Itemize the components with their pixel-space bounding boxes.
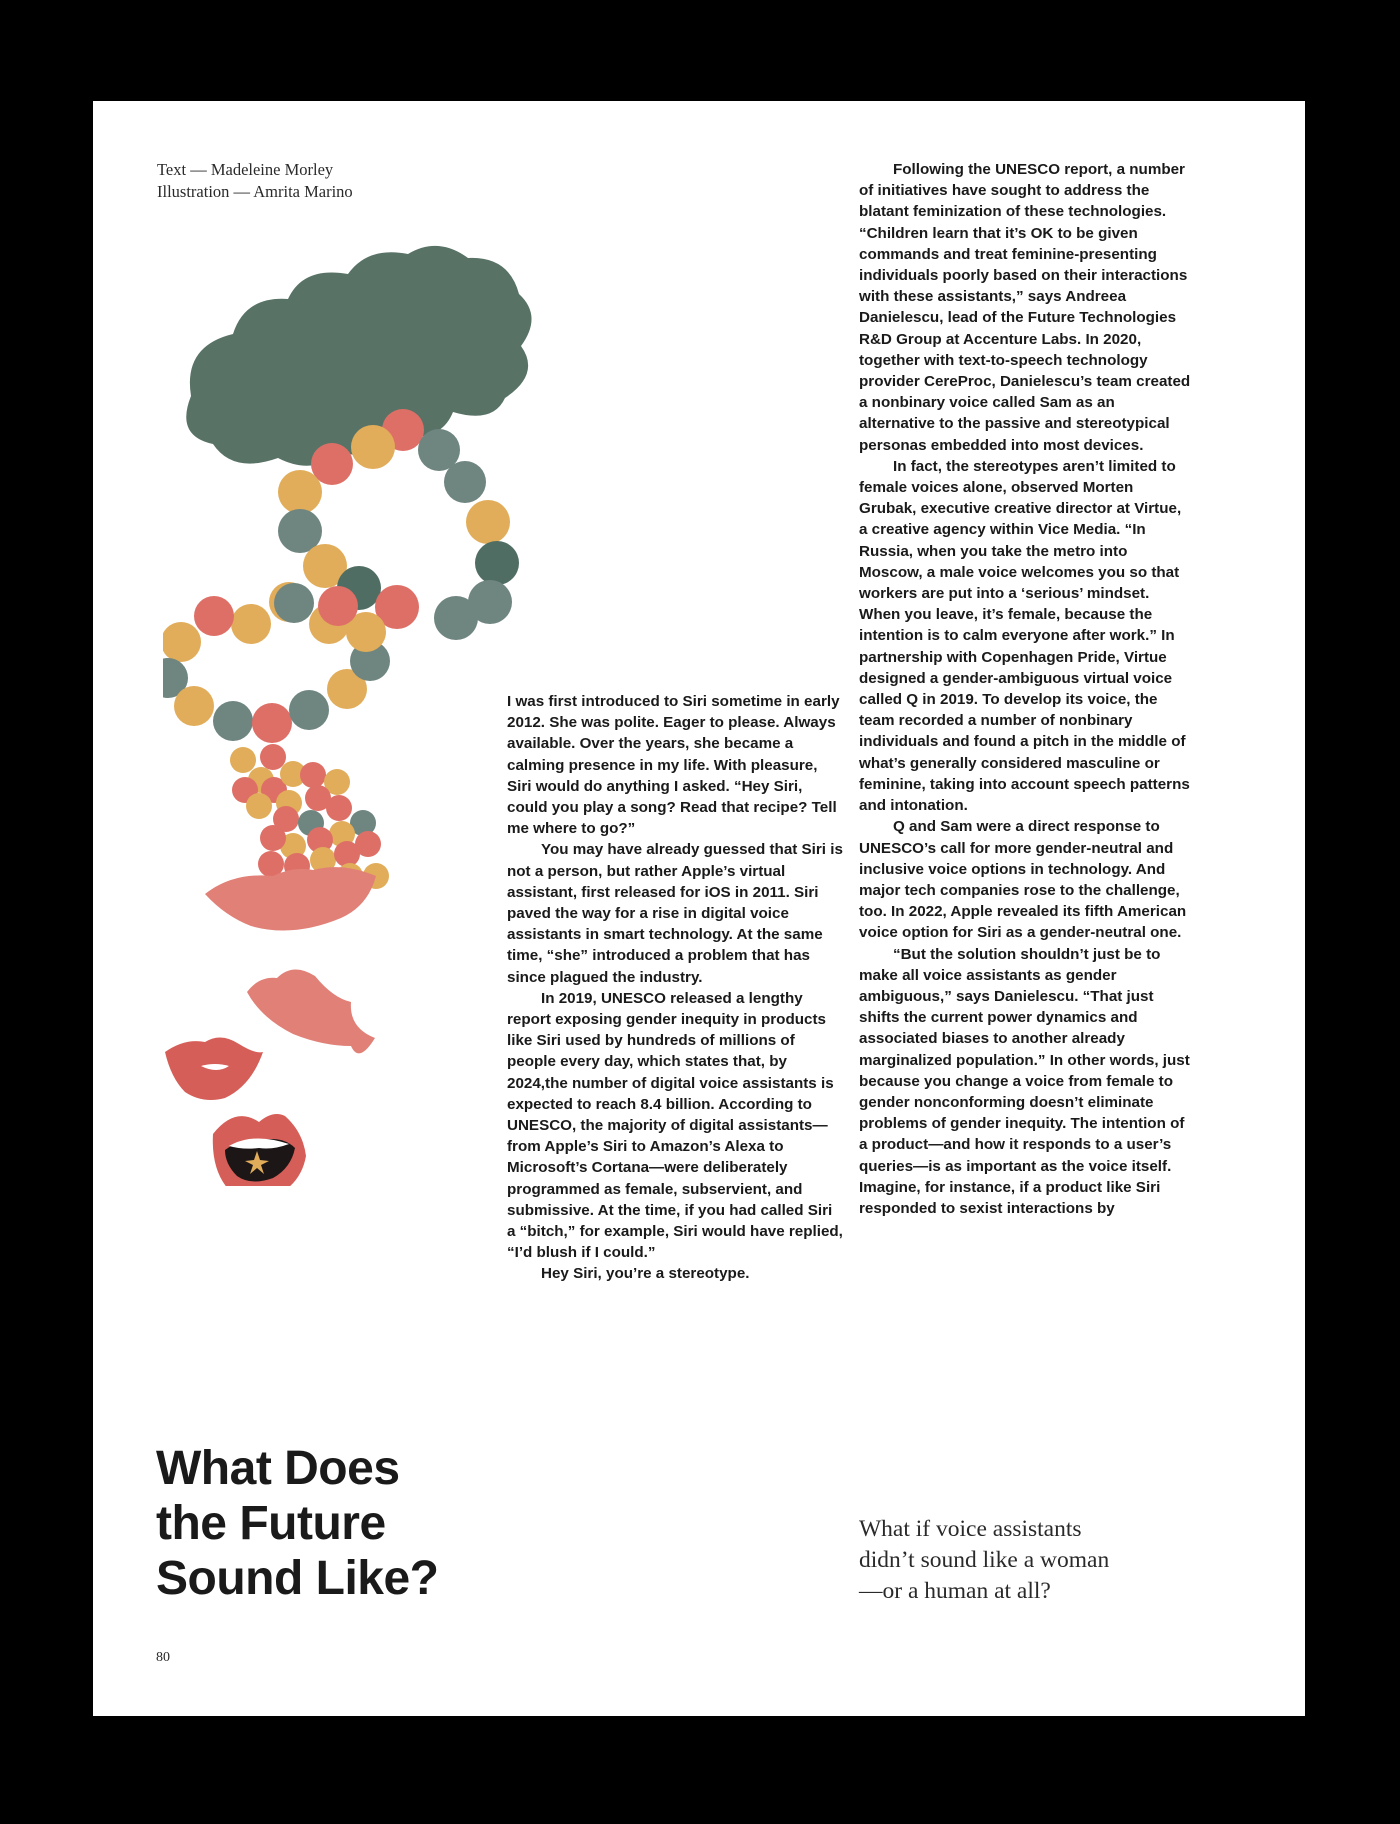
deck-line: What if voice assistants (859, 1516, 1082, 1542)
text-credit: Text — Madeleine Morley (157, 160, 334, 179)
headline (156, 1441, 576, 1606)
paragraph: “But the solution shouldn’t just be to make all voice assistants as gender ambiguous,” says Danielescu. “That just shifts the current power dynamics and associated biases to another already marginalized population.” In other words, just because you change a voice from female to gender nonconforming doesn’t eliminate problems of gender inequity. The intention of a product—and how it responds to a user’s queries—is as important as the voice itself. Imagine, for instance, if a product like Siri responded to sexist interactions by (859, 945, 1190, 1217)
paragraph: In fact, the stereotypes aren’t limited to female voices alone, observed Morten Grubak, executive creative director at Virtue, a creative agency within Vice Media. “In Russia, when you take the metro into Moscow, a male voice welcomes you so that workers are put into a ‘serious’ mindset. When you leave, it’s female, because the intention is to calm everyone after work.” In partnership with Copenhagen Pride, Virtue designed a gender-ambiguous virtual voice called Q in 2019. To develop its voice, the team recorded a number of nonbinary individuals and found a pitch in the middle of what’s generally considered masculine or feminine, taking into account speech patterns and intonation. (859, 457, 1190, 815)
voice-illustration (163, 186, 543, 1186)
page-number: 80 (156, 1650, 170, 1665)
bead-chain-lower (163, 582, 390, 743)
headline-line: Sound Like? (156, 1552, 439, 1605)
paragraph: You may have already guessed that Siri is not a person, but rather Apple’s virtual assistant, first released for iOS in 2011. Siri paved the way for a rise in digital voice assistants in smart technology. At the same time, “she” introduced a problem that has since plagued the industry. (507, 841, 843, 986)
paragraph: Following the UNESCO report, a number of initiatives have sought to address the blatant feminization of these technologies. “Children learn that it’s OK to be given commands and treat feminine-presenting individuals poorly based on their interactions with these assistants,” says Andreea Danielescu, lead of the Future Technologies R&D Group at Accenture Labs. In 2020, together with text-to-speech technology provider CereProc, Danielescu’s team created a nonbinary voice called Sam as an alternative to the passive and stereotypical personas embedded into most devices. (859, 161, 1191, 454)
headline-line: What Does (156, 1442, 400, 1495)
deck-line: —or a human at all? (859, 1578, 1051, 1604)
paragraph: In 2019, UNESCO released a lengthy report exposing gender inequity in products like Siri used by hundreds of millions of people every day, which states that, by 2024,the number of digital voice assistants is expected to reach 8.4 billion. According to UNESCO, the majority of digital assistants—from Apple’s Siri to Amazon’s Alexa to Microsoft’s Cortana—were deliberately programmed as female, subservient, and submissive. At the time, if you had called Siri a “bitch,” for example, Siri would have replied, “I’d blush if I could.” (507, 989, 843, 1262)
lips-middle (247, 969, 375, 1053)
paragraph: Q and Sam were a direct response to UNESCO’s call for more gender-neutral and inclusive voice options in technology. And major tech companies rose to the challenge, too. In 2022, Apple revealed its fifth American voice option for Siri as a gender-neutral one. (859, 818, 1187, 942)
paragraph: I was first introduced to Siri sometime in early 2012. She was polite. Eager to please. Always available. Over the years, she became a calming presence in my life. With pleasure, Siri would do anything I asked. “Hey Siri, could you play a song? Read that recipe? Tell me where to go?” (507, 693, 840, 838)
headline-line: the Future (156, 1497, 386, 1550)
deck-subtitle (859, 1514, 1189, 1607)
magazine-page (93, 101, 1305, 1716)
illustration-credit: Illustration — Amrita Marino (157, 182, 353, 201)
lips-upper (205, 867, 376, 930)
paragraph: Hey Siri, you’re a stereotype. (541, 1265, 750, 1283)
deck-line: didn’t sound like a woman (859, 1547, 1110, 1573)
article-column-middle (507, 691, 843, 1285)
article-column-right (859, 159, 1191, 1219)
